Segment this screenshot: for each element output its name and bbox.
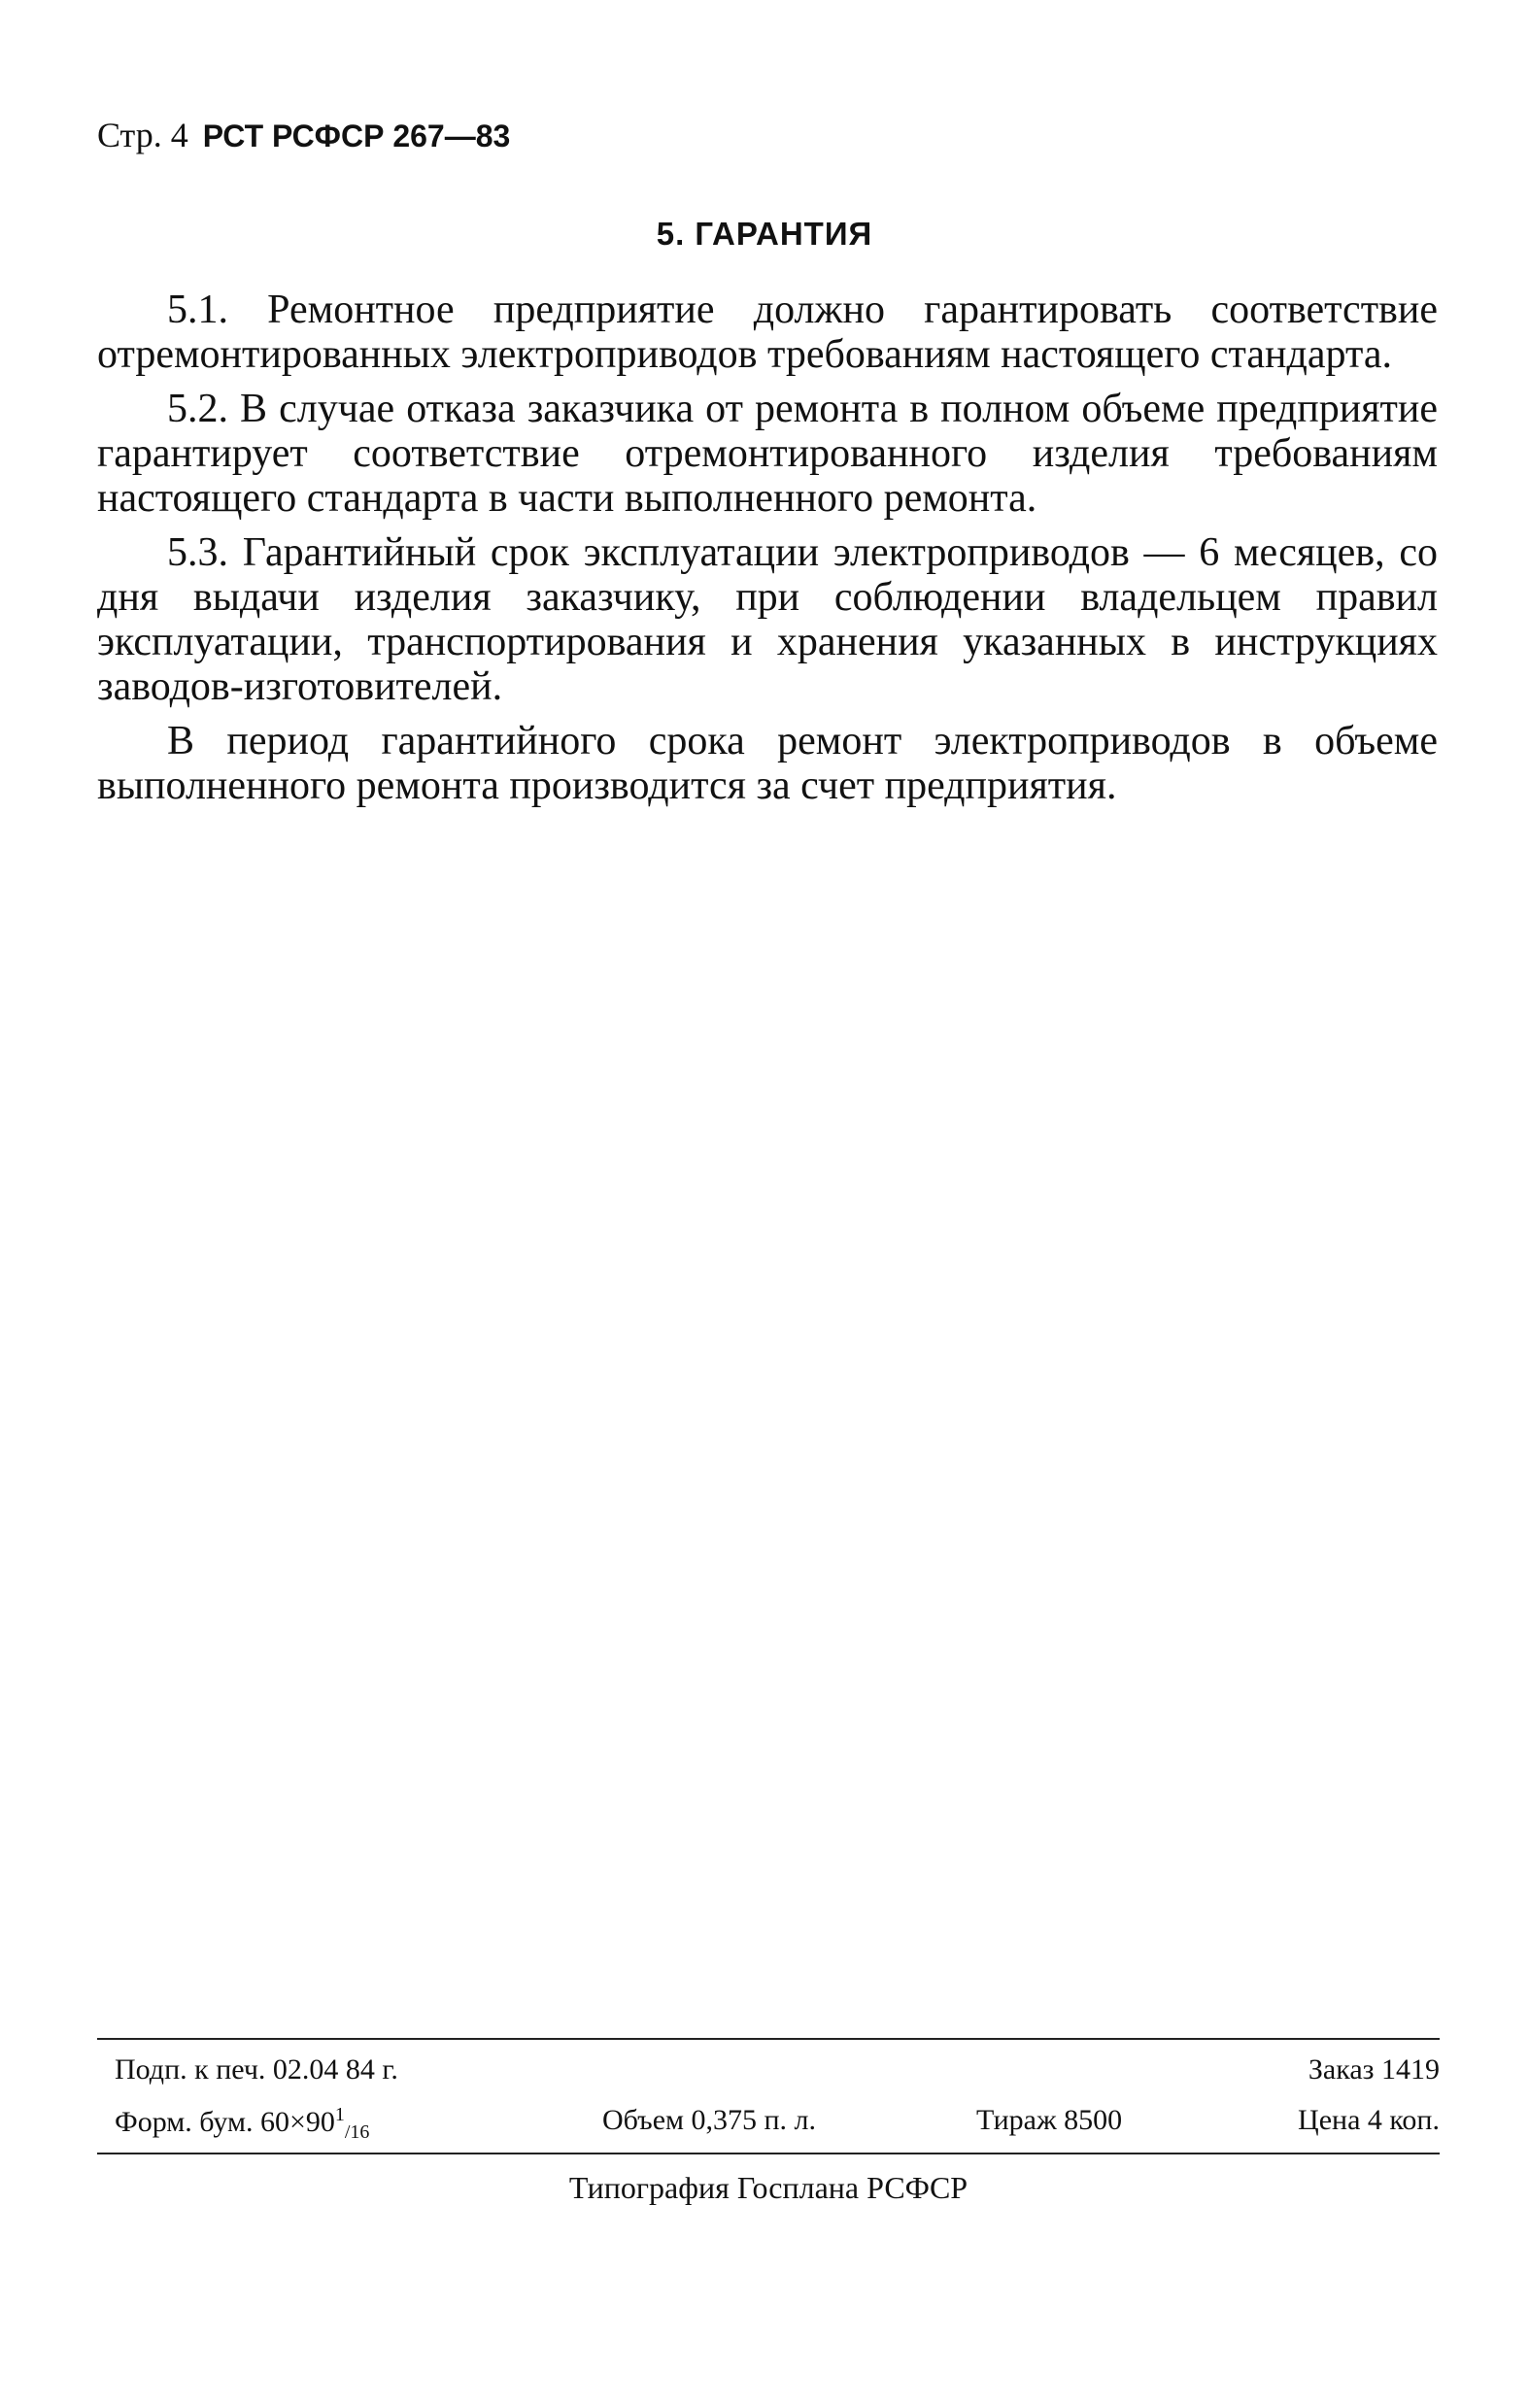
paper-format-sup: 1 [334, 2104, 345, 2125]
section-body [97, 288, 1438, 818]
page-number: Стр. 4 [97, 116, 188, 154]
section-title: 5. ГАРАНТИЯ [656, 216, 873, 252]
paper-format-label: Форм. бум. 60×90 [115, 2106, 335, 2138]
footer-row-2 [97, 2090, 1440, 2141]
printing-house: Типография Госплана РСФСР [568, 2170, 968, 2205]
paragraph-5-1: 5.1. Ремонтное предприятие должно гарантировать соответствие отремонтированных электроприводов требованиям настоящего стандарта. [97, 288, 1438, 377]
print-volume: Объем 0,375 п. л. [602, 2104, 817, 2136]
paragraph-warranty-period: В период гарантийного срока ремонт электроприводов в объеме выполненного ремонта производится за счет предприятия. [97, 719, 1438, 808]
page-header [97, 115, 510, 155]
standard-code: РСТ РСФСР 267—83 [202, 119, 511, 153]
paper-format-sub: /16 [344, 2121, 370, 2143]
footer-bottom-rule [97, 2153, 1440, 2154]
price: Цена 4 коп. [1298, 2104, 1440, 2136]
print-footer [97, 2038, 1440, 2206]
print-run: Тираж 8500 [976, 2104, 1123, 2136]
order-number: Заказ 1419 [1308, 2053, 1440, 2086]
signed-to-print: Подп. к печ. 02.04 84 г. [115, 2053, 398, 2086]
paragraph-5-3: 5.3. Гарантийный срок эксплуатации электроприводов — 6 месяцев, со дня выдачи изделия заказчику, при соблюдении владельцем правил эксплуатации, транспортирования и хранения указанных в инструкциях заводов-изготовителей. [97, 530, 1438, 709]
paper-format [115, 2104, 369, 2144]
footer-row-1 [97, 2040, 1440, 2090]
paragraph-5-2: 5.2. В случае отказа заказчика от ремонта в полном объеме предприятие гарантирует соответствие отремонтированного изделия требованиям настоящего стандарта в части выполненного ремонта. [97, 387, 1438, 521]
